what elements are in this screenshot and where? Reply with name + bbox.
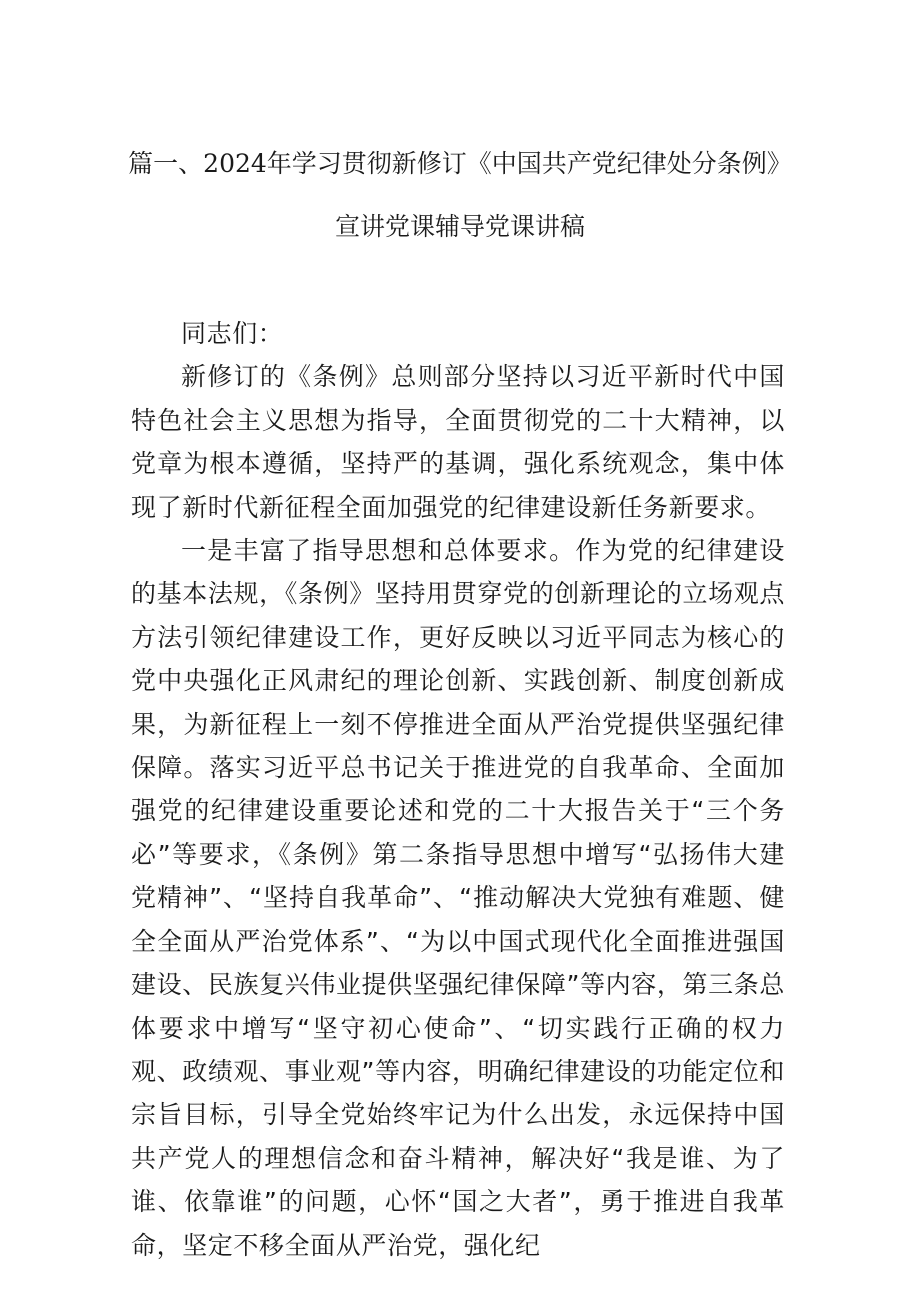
document-title-line-1: 篇一、2024年学习贯彻新修订《中国共产党纪律处分条例》: [128, 149, 792, 178]
document-title-line-2: 宣讲党课辅导党课讲稿: [334, 212, 585, 241]
paragraph-1: 新修订的《条例》总则部分坚持以习近平新时代中国特色社会主义思想为指导，全面贯彻党的二十大精神，以党章为根本遵循，坚持严的基调，强化系统观念，集中体现了新时代新征程全面加强党的纪律建设新任务新要求。: [131, 362, 785, 522]
document-body: [131, 312, 785, 1267]
paragraph-2: 一是丰富了指导思想和总体要求。作为党的纪律建设的基本法规，《条例》坚持用贯穿党的创新理论的立场观点方法引领纪律建设工作，更好反映以习近平同志为核心的党中央强化正风肃纪的理论创新、实践创新、制度创新成果，为新征程上一刻不停推进全面从严治党提供坚强纪律保障。落实习近平总书记关于推进党的自我革命、全面加强党的纪律建设重要论述和党的二十大报告关于“三个务必”等要求，《条例》第二条指导思想中增写“弘扬伟大建党精神”、“坚持自我革命”、“推动解决大党独有难题、健全全面从严治党体系”、“为以中国式现代化全面推进强国建设、民族复兴伟业提供坚强纪律保障”等内容，第三条总体要求中增写“坚守初心使命”、“切实践行正确的权力观、政绩观、事业观”等内容，明确纪律建设的功能定位和宗旨目标，引导全党始终牢记为什么出发，永远保持中国共产党人的理想信念和奋斗精神，解决好“我是谁、为了谁、依靠谁”的问题，心怀“国之大者”，勇于推进自我革命，坚定不移全面从严治党，强化纪: [131, 536, 785, 1260]
greeting: 同志们：: [181, 319, 284, 348]
